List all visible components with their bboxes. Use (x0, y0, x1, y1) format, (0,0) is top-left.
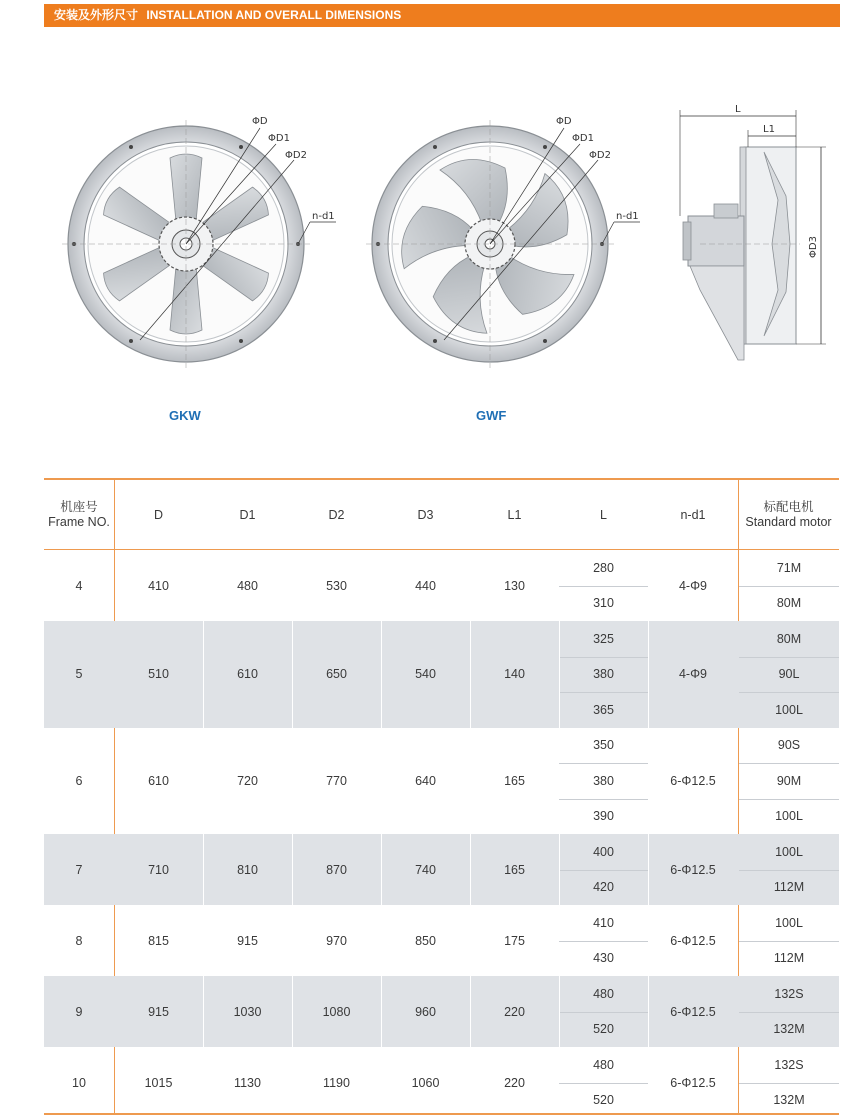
column-divider (559, 976, 560, 1047)
column-divider (292, 621, 293, 728)
side-view-drawing (680, 110, 826, 360)
model-label-gkw: GKW (169, 408, 201, 423)
cell-d3: 540 (415, 667, 436, 682)
cell-d: 815 (148, 933, 169, 948)
table-header-row (44, 480, 839, 550)
cell-d2: 1080 (322, 1004, 351, 1019)
cell-l1: 220 (504, 1075, 525, 1090)
sub-row-divider (559, 763, 648, 764)
cell-motor: 80M (776, 596, 802, 611)
cell-l: 400 (593, 844, 614, 859)
cell-l1: 175 (504, 933, 525, 948)
sub-row-divider (559, 1083, 648, 1084)
sub-row-divider (559, 870, 648, 871)
cell-l: 365 (593, 702, 614, 717)
column-divider (203, 976, 204, 1047)
cell-motor: 100L (775, 844, 803, 859)
table-row (44, 550, 839, 621)
sub-row-divider (559, 692, 648, 693)
cell-motor: 90S (777, 738, 801, 753)
column-divider (470, 834, 471, 905)
cell-d3: 960 (415, 1004, 436, 1019)
cell-motor: 71M (776, 560, 802, 575)
cell-frame: 5 (75, 667, 83, 682)
cell-nd1: 6-Φ12.5 (670, 933, 716, 948)
cell-motor: 132S (774, 986, 804, 1001)
cell-nd1: 6-Φ12.5 (670, 773, 716, 788)
cell-l: 380 (593, 667, 614, 682)
column-divider (292, 976, 293, 1047)
cell-d2: 970 (326, 933, 347, 948)
cell-motor: 100L (775, 702, 803, 717)
cell-l: 520 (593, 1093, 614, 1108)
cell-motor: 112M (773, 951, 805, 966)
cell-nd1: 6-Φ12.5 (670, 1075, 716, 1090)
cell-l: 325 (593, 631, 614, 646)
cell-d1: 915 (237, 933, 258, 948)
gwf-label-d: ΦD (556, 116, 572, 127)
cell-motor: 100L (775, 915, 803, 930)
table-row (44, 621, 839, 728)
cell-d1: 610 (237, 667, 258, 682)
column-divider (559, 621, 560, 728)
cell-l: 350 (593, 738, 614, 753)
fan-drawings (0, 0, 849, 470)
cell-motor: 80M (776, 631, 802, 646)
gkw-label-d2: ΦD2 (285, 150, 307, 161)
cell-d3: 440 (415, 578, 436, 593)
cell-frame: 4 (75, 578, 83, 593)
cell-motor: 100L (775, 809, 803, 824)
header-d: D (153, 507, 164, 522)
sub-row-divider (739, 692, 839, 693)
column-divider (470, 976, 471, 1047)
header-frame-en: Frame NO. (48, 515, 110, 529)
cell-motor: 132M (773, 1022, 805, 1037)
cell-l1: 165 (504, 773, 525, 788)
cell-d: 710 (148, 862, 169, 877)
cell-l: 310 (593, 596, 614, 611)
cell-d2: 1190 (323, 1075, 350, 1090)
sub-row-divider (739, 1012, 839, 1013)
cell-frame: 6 (75, 773, 83, 788)
cell-frame: 10 (72, 1075, 86, 1090)
header-l: L (600, 507, 607, 522)
cell-l: 430 (593, 951, 614, 966)
cell-l: 410 (593, 915, 614, 930)
cell-l1: 165 (504, 862, 525, 877)
sub-row-divider (739, 941, 839, 942)
table-row (44, 1047, 839, 1118)
cell-l: 420 (593, 880, 614, 895)
cell-d3: 640 (415, 773, 436, 788)
side-label-l: L (735, 104, 741, 115)
table-row (44, 905, 839, 976)
gkw-label-d1: ΦD1 (268, 133, 290, 144)
cell-d3: 850 (415, 933, 436, 948)
cell-frame: 8 (75, 933, 83, 948)
cell-motor: 90L (778, 667, 800, 682)
column-divider (292, 834, 293, 905)
table-row (44, 834, 839, 905)
cell-d2: 870 (326, 862, 347, 877)
column-divider (381, 976, 382, 1047)
cell-d3: 740 (415, 862, 436, 877)
banner-title-cn: 安装及外形尺寸 (54, 8, 139, 22)
cell-d1: 810 (237, 862, 258, 877)
cell-l: 280 (593, 560, 614, 575)
gkw-label-nd1: n-d1 (312, 211, 335, 222)
gwf-label-d2: ΦD2 (589, 150, 611, 161)
column-divider (559, 834, 560, 905)
sub-row-divider (559, 799, 648, 800)
cell-d3: 1060 (411, 1075, 440, 1090)
banner-title-en: INSTALLATION AND OVERALL DIMENSIONS (146, 8, 402, 22)
column-divider (203, 834, 204, 905)
column-divider (381, 834, 382, 905)
cell-nd1: 4-Φ9 (678, 667, 708, 682)
cell-l1: 130 (504, 578, 525, 593)
header-l1: L1 (507, 507, 522, 522)
cell-l: 390 (593, 809, 614, 824)
table-row (44, 728, 839, 835)
cell-frame: 7 (75, 862, 83, 877)
side-label-l1: L1 (763, 124, 775, 135)
cell-motor: 112M (773, 880, 805, 895)
side-label-d3: ΦD3 (808, 236, 819, 258)
cell-d1: 1030 (233, 1004, 262, 1019)
cell-l: 480 (593, 1057, 614, 1072)
cell-nd1: 6-Φ12.5 (670, 862, 716, 877)
header-d1: D1 (239, 507, 256, 522)
table-row (44, 976, 839, 1047)
cell-d: 915 (148, 1004, 169, 1019)
header-frame (44, 480, 114, 550)
cell-d: 1015 (144, 1075, 173, 1090)
column-divider (470, 621, 471, 728)
header-motor-en: Standard motor (745, 515, 832, 529)
cell-l: 480 (593, 986, 614, 1001)
cell-l1: 140 (504, 667, 525, 682)
cell-d: 410 (148, 578, 169, 593)
cell-motor: 90M (776, 773, 802, 788)
sub-row-divider (559, 941, 648, 942)
sub-row-divider (559, 586, 648, 587)
sub-row-divider (559, 657, 648, 658)
cell-d2: 650 (326, 667, 347, 682)
sub-row-divider (559, 1012, 648, 1013)
header-d3: D3 (417, 507, 434, 522)
sub-row-divider (739, 799, 839, 800)
column-divider (203, 621, 204, 728)
cell-nd1: 4-Φ9 (678, 578, 708, 593)
cell-d: 610 (148, 773, 169, 788)
cell-l1: 220 (504, 1004, 525, 1019)
cell-d2: 770 (326, 773, 347, 788)
sub-row-divider (739, 1083, 839, 1084)
header-frame-cn: 机座号 (60, 500, 98, 514)
gkw-label-d: ΦD (252, 116, 268, 127)
header-nd1: n-d1 (680, 507, 706, 522)
model-label-gwf: GWF (476, 408, 507, 423)
cell-motor: 132S (774, 1057, 804, 1072)
cell-frame: 9 (75, 1004, 83, 1019)
sub-row-divider (739, 586, 839, 587)
cell-motor: 132M (773, 1093, 805, 1108)
column-divider (648, 834, 649, 905)
column-divider (381, 621, 382, 728)
gwf-label-nd1: n-d1 (616, 211, 639, 222)
cell-d: 510 (148, 667, 169, 682)
gwf-label-d1: ΦD1 (572, 133, 594, 144)
sub-row-divider (739, 763, 839, 764)
cell-d1: 480 (237, 578, 258, 593)
sub-row-divider (739, 657, 839, 658)
cell-nd1: 6-Φ12.5 (670, 1004, 716, 1019)
cell-d1: 720 (237, 773, 258, 788)
header-d2: D2 (328, 507, 345, 522)
cell-l: 380 (593, 773, 614, 788)
sub-row-divider (739, 870, 839, 871)
column-divider (648, 976, 649, 1047)
cell-d2: 530 (326, 578, 347, 593)
column-divider (648, 621, 649, 728)
header-motor (738, 480, 839, 550)
cell-l: 520 (593, 1022, 614, 1037)
cell-d1: 1130 (234, 1075, 261, 1090)
header-motor-cn: 标配电机 (763, 500, 814, 514)
